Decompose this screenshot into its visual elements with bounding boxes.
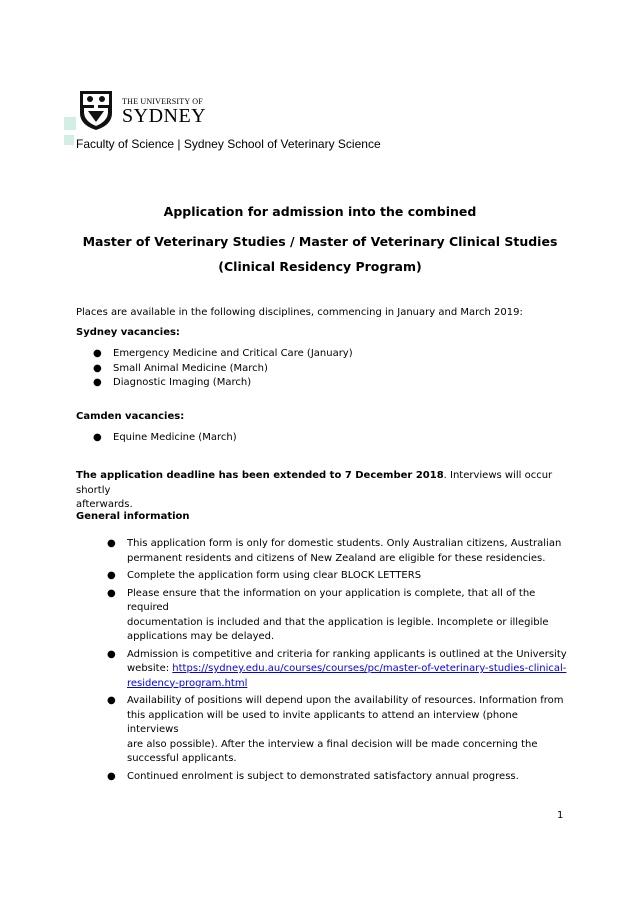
list-item: ● Admission is competitive and criteria for ranking applicants is outlined at the University website: https://sydney.edu.au/courses/courses/pc/master-of-veterinary-studies-clinical- residency-program.html [107,648,567,689]
decor-square-bottom [64,135,74,145]
list-item: ● Diagnostic Imaging (March) [93,377,252,388]
title-line-2: Master of Veterinary Studies / Master of Veterinary Clinical Studies [82,234,558,249]
camden-list [93,431,237,446]
deadline-rest: . Interviews will occur shortly [76,470,553,496]
deadline-paragraph [76,469,556,513]
logo-wordmark [122,97,206,126]
program-link[interactable]: https://sydney.edu.au/courses/courses/pc/master-of-veterinary-studies-clinical- residency-program.html [127,663,567,689]
faculty-line: Faculty of Science | Sydney School of Veterinary Science [76,137,381,151]
camden-heading: Camden vacancies: [76,411,185,422]
logo-big-text: SYDNEY [122,105,207,127]
logo-small-text: THE UNIVERSITY OF [122,97,203,106]
sydney-heading: Sydney vacancies: [76,327,180,338]
general-heading: General information [76,511,190,522]
deadline-bold: The application deadline has been extended to 7 December 2018 [76,470,444,481]
list-item: ● Small Animal Medicine (March) [93,362,268,374]
list-item: ● This application form is only for domestic students. Only Australian citizens, Australian permanent residents and citizens of New Zealand are eligible for these residencies. [107,538,562,564]
list-item: ● Continued enrolment is subject to demonstrated satisfactory annual progress. [107,770,519,782]
list-item: ● Complete the application form using clear BLOCK LETTERS [107,570,422,581]
page-number: 1 [557,810,564,821]
intro-text: Places are available in the following disciplines, commencing in January and March 2019: [76,307,523,318]
title-line-1: Application for admission into the combined [163,204,477,219]
deadline-rest-2: afterwards. [76,499,133,510]
list-item: ● Availability of positions will depend upon the availability of resources. Information from this application will be used to invite applicants to attend an interview (phone interviews are also possible). After the interview a final decision will be made concerning the successful applicants. [107,695,564,764]
sydney-list [93,347,353,391]
crest-icon [78,89,114,131]
university-logo [78,89,207,131]
list-item: ● Please ensure that the information on your application is complete, that all of the required documentation is included and that the application is legible. Incomplete or illegible applications may be delayed. [107,587,549,642]
list-item: ● Equine Medicine (March) [93,432,237,443]
list-item: ● Emergency Medicine and Critical Care (January) [93,348,353,359]
title-line-3: (Clinical Residency Program) [218,259,422,274]
general-list [107,537,567,784]
decor-square-top [64,117,76,130]
